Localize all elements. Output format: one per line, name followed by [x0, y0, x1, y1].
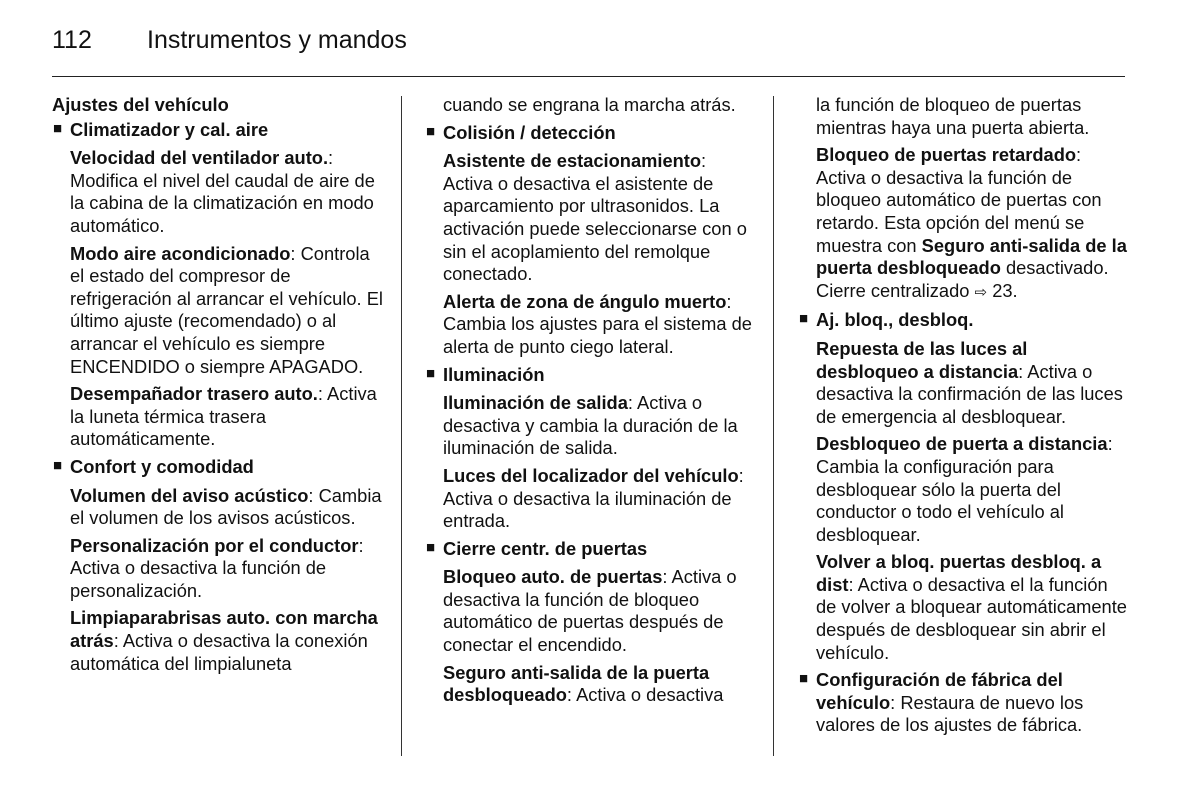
- setting-text: : Activa o desactiva la función de bloqueo automático de puertas con retardo. Esta opción del menú se muestra con: [816, 144, 1102, 256]
- menu-item: [425, 122, 755, 145]
- setting-description: [798, 338, 1128, 428]
- setting-description: [52, 243, 387, 379]
- setting-term: Desbloqueo de puerta a distancia: [816, 433, 1108, 455]
- setting-term: Repuesta de las luces al desbloqueo a distancia: [816, 337, 1028, 382]
- setting-description: [798, 94, 1128, 139]
- setting-term: Seguro anti-salida de la puerta desbloqueado: [816, 234, 1127, 279]
- setting-text: la función de bloqueo de puertas mientras haya una puerta abierta.: [816, 94, 1090, 138]
- setting-term: Volumen del aviso acústico: [70, 484, 309, 506]
- setting-term: Luces del localizador del vehículo: [443, 464, 739, 486]
- setting-term: Modo aire acondicionado: [70, 242, 291, 264]
- setting-description: [798, 144, 1128, 304]
- menu-item-label: Aj. bloq., desbloq.: [816, 309, 974, 331]
- setting-text: : Controla el estado del compresor de refrigeración al arrancar el vehículo. El último ajuste (recomendado) o al arrancar el vehículo es siempre ENCENDIDO o siempre APAGADO.: [70, 242, 383, 377]
- setting-term: Asistente de estacionamiento: [443, 150, 702, 172]
- setting-text: : Activa o desactiva la iluminación de entrada.: [443, 464, 744, 532]
- column-2: [425, 94, 755, 712]
- setting-term: Velocidad del ventilador auto.: [70, 147, 329, 169]
- page-reference: 23.: [992, 279, 1018, 301]
- setting-description: [425, 94, 755, 117]
- page-number: 112: [52, 26, 92, 54]
- setting-text: desactivado. Cierre centralizado: [816, 257, 1109, 301]
- menu-item-label: Climatizador y cal. aire: [70, 118, 269, 140]
- setting-term: Bloqueo auto. de puertas: [443, 566, 663, 588]
- setting-description: [425, 150, 755, 286]
- setting-text: : Activa o desactiva la función de bloqueo automático de puertas después de conectar el encendido.: [443, 566, 737, 656]
- menu-item-label: Colisión / detección: [443, 121, 616, 143]
- setting-description: [425, 566, 755, 656]
- column-divider-2: [773, 96, 774, 756]
- page-reference-arrow-icon: ⇨: [974, 283, 988, 301]
- bullet-icon: ■: [426, 122, 436, 140]
- chapter-title: Instrumentos y mandos: [147, 26, 407, 54]
- column-divider-1: [401, 96, 402, 756]
- setting-term: Seguro anti-salida de la puerta desbloqueado: [443, 661, 710, 706]
- setting-text: : Activa o desactiva la conexión automática del limpialuneta: [70, 630, 368, 674]
- page-header: [52, 26, 407, 55]
- setting-description: [52, 383, 387, 451]
- setting-text: : Activa o desactiva: [566, 684, 724, 706]
- setting-text: : Activa o desactiva el la función de volver a bloquear automáticamente después de desbloquear sin abrir el vehículo.: [816, 573, 1127, 663]
- bullet-icon: ■: [53, 119, 63, 137]
- setting-term: Volver a bloq. puertas desbloq. a dist: [816, 551, 1102, 595]
- setting-description: [52, 485, 387, 530]
- setting-description: [425, 465, 755, 533]
- menu-item-label: Cierre centr. de puertas: [443, 537, 648, 559]
- setting-term: Desempañador trasero auto.: [70, 383, 318, 405]
- setting-term: Iluminación de salida: [443, 392, 628, 414]
- menu-item-label: Confort y comodidad: [70, 455, 254, 477]
- menu-item: [425, 364, 755, 387]
- bullet-icon: ■: [426, 364, 436, 382]
- bullet-icon: ■: [799, 310, 809, 328]
- bullet-icon: ■: [426, 538, 436, 556]
- setting-term: Bloqueo de puertas retardado: [816, 144, 1077, 166]
- setting-text: : Modifica el nivel del caudal de aire de la cabina de la climatización en modo automático.: [70, 147, 375, 236]
- setting-text: : Cambia el volumen de los avisos acústicos.: [70, 484, 382, 529]
- setting-description: [425, 291, 755, 359]
- menu-item: [798, 309, 1128, 332]
- setting-term: Personalización por el conductor: [70, 534, 359, 556]
- setting-term: Limpiaparabrisas auto. con marcha atrás: [70, 607, 378, 652]
- menu-item: [52, 456, 387, 479]
- setting-text: : Activa o desactiva el asistente de aparcamiento por ultrasonidos. La activación puede seleccionarse con o sin el acoplamiento del remolque conectado.: [443, 150, 747, 285]
- setting-description: [798, 433, 1128, 546]
- bullet-icon: ■: [53, 456, 63, 474]
- menu-item-label: Iluminación: [443, 363, 545, 385]
- setting-text: : Activa o desactiva la función de personalización.: [70, 534, 364, 601]
- setting-description: [425, 392, 755, 460]
- setting-description: [52, 535, 387, 603]
- setting-text: : Restaura de nuevo los valores de los ajustes de fábrica.: [816, 691, 1084, 736]
- column-1: [52, 94, 387, 680]
- menu-item: [52, 119, 387, 142]
- setting-text: cuando se engrana la marcha atrás.: [443, 94, 736, 115]
- bullet-icon: ■: [799, 670, 809, 688]
- column-3: [798, 94, 1128, 743]
- setting-text: : Cambia los ajustes para el sistema de alerta de punto ciego lateral.: [443, 290, 752, 357]
- setting-description: [425, 662, 755, 707]
- section-title: Ajustes del vehículo: [52, 94, 229, 115]
- setting-text: : Activa o desactiva la confirmación de las luces de emergencia al desbloquear.: [816, 360, 1123, 427]
- setting-description: [52, 147, 387, 237]
- setting-text: : Activa la luneta térmica trasera automáticamente.: [70, 383, 377, 450]
- menu-item: [798, 669, 1128, 737]
- setting-text: : Activa o desactiva y cambia la duración de la iluminación de salida.: [443, 392, 738, 459]
- setting-description: [798, 551, 1128, 664]
- header-rule: [52, 76, 1125, 77]
- menu-item: [425, 538, 755, 561]
- setting-text: : Cambia la configuración para desbloquear sólo la puerta del conductor o todo el vehículo al desbloquear.: [816, 433, 1113, 545]
- menu-item-label: Configuración de fábrica del vehículo: [816, 669, 1063, 713]
- setting-term: Alerta de zona de ángulo muerto: [443, 290, 727, 312]
- setting-description: [52, 607, 387, 675]
